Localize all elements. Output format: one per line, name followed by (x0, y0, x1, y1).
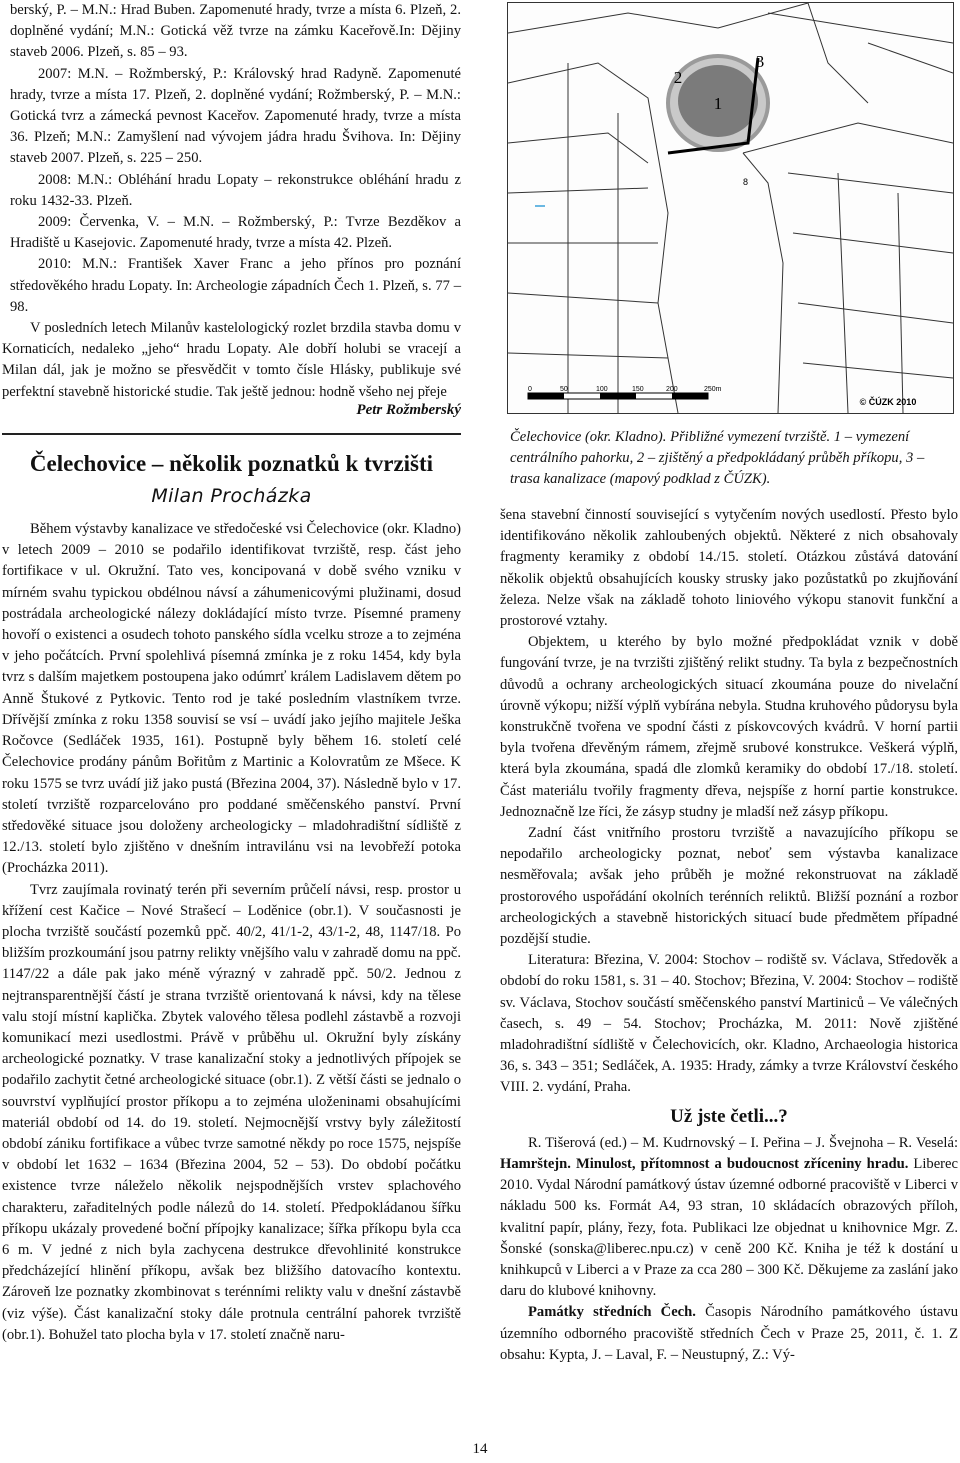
review2-body: Časopis Národního památkového ústavu územního odborného pracoviště středních Čech v Praze 25, 2011, č. 1. Z obsahu: Kypta, J. – Laval, F. – Neustupný, Z.: Vý- (500, 1304, 959, 1363)
scale-200: 200 (666, 386, 678, 393)
article-paragraph-2: Tvrz zaujímala rovinatý terén při severním průčelí návsi, resp. prostor u křížení cest Kačice – Nové Strašecí – Loděnice (obr.1). V současnosti je plocha tvrziště součástí pozemků ppč. 40/2, 41/1-2, 43/1-2, 48, 1147/18. Po bližším prozkoumání jsou patrny relikty vnějšího valu v zahradě domu na ppč. 1147/22 a dále pak jako méně výrazný v zahradě ppč. 50/2. Jednou z nejtransparentnější částí je strana tvrziště orientovaná k návsi, kdy na tělese valu stojí místní kaplička. Zbytek valového tělesa podlehl zástavbě a rozvoji komunikací mezi usedlostmi. Právě v průběhu ul. Okružní byly získány archeologické poznatky. V trase kanalizační stoky a jednotlivých přípojek se podařilo zachytit četné archeologické situace (obr.1). Z větší části se jednalo o souvrství vyplňující prostor příkopu a to zejména uloženinami obsahujícími materiál období od 14. do 19. století. Nejmocnější vrstvy byly záležitostí období zániku fortifikace a vůbec tvrze samotné někdy po roce 1575, nejspíše v období let 1632 – 1634 (Březina 2004, 52 – 53). Do období počátku existence tvrze náleželo několik nejspodnějších vrstev splachového charakteru, zařaditelných podle nálezů do 14. století. Předpokládanou šířku příkopu ukázaly provedené boční přípojky kanalizace; šířka příkopu byla cca 6 m. V jedné z nich byla zachycena destrukce dřevohlinité konstrukce předcházející hlinění příkopu, avšak bez bližšího datovacího kontextu. Zároveň lze poznatky zkombinovat s terénními relikty valu v dnešní zástavbě (viz výše). Část kanalizační stoky dále protnula centrální pahorek tvrziště (obr.1). Bohužel tato plocha byla v 17. století značně naru- (2, 881, 461, 1343)
page-number: 14 (472, 1441, 488, 1457)
review1-title: Hamrštejn. Minulost, přítomnost a budoucnost zříceniny hradu. (500, 1155, 909, 1172)
scale-100: 100 (596, 386, 608, 393)
section-title: Už jste četli...? (670, 1105, 788, 1127)
closing-paragraph: V posledních letech Milanův kastelologický rozlet brzdila stavba domu v Kornaticích, nedaleko „jeho“ hradu Lopaty. Ale dobří holubi se vracejí a Milan dál, jak je možno se přesvědčit v tomto čísle Hlásky, publikuje své perfektní stavebně historické studie. Tak ještě jednou: hodně všeho nej přeje (2, 320, 461, 400)
review1-authors: R. Tišerová (ed.) – M. Kudrnovský – I. Peřina – J. Švejnoha – R. Veselá: (528, 1134, 958, 1151)
right-paragraph-1: šena stavební činností související s vytyčením nových usedlostí. Přesto bylo identifikováno několik zahloubených objektů. Některé z nich obsahovaly fragmenty keramiky z období 14./15. století. Otázkou zůstává datování několik objektů obsahujících kousky strusky jako pozůstatků po zkujňování železa. Nelze však na základě tohoto liniového výkopu stanovit funkční a prostorové vztahy. (500, 507, 958, 630)
bib-entry-2008: 2008: M.N.: Obléhání hradu Lopaty – rekonstrukce obléhání hradu z roku 1432-33. Plzeň. (10, 171, 461, 209)
scale-50: 50 (560, 386, 568, 393)
review2-title: Památky středních Čech. (528, 1304, 696, 1321)
review1-body: Liberec 2010. Vydal Národní památkový ústav územné odborné pracoviště v Liberci v nákladu 500 ks. Formát A4, 93 stran, 10 skládacích obrazových příloh, kvalitní papír, plány, řezy, fota. Publikaci lze objednat u knihovnice Mgr. Z. Šonské (sonska@liberec.npu.cz) v ceně 200 Kč. Kniha je též k dostání u knihkupců v Liberci a v Praze za cca 280 – 300 Kč. Děkujeme za zaslání jako daru do klubové knihovny. (500, 1155, 958, 1300)
article-title: Čelechovice – několik poznatků k tvrzišti (29, 451, 434, 477)
review-hamrstejn (500, 1133, 958, 1303)
right-paragraph-2: Objektem, u kterého by bylo možné předpokládat vznik v době fungování tvrze, je na tvrzišti zjištěný relikt studny. Ta byla z bezpečnostních důvodů a ochrany archeologických situací zkoumána pouze do nivelační úrovně výkopu; nižší výplň vybírána nebyla. Studna kruhového půdorysu byla konstrukčně tvořena ve spodní části z pískovcových kvádrů. V horní partii byla tvořena dřevěným rámem, zřejmě srubové konstrukce. Veškerá výplň, která byla zkoumána, spadá dle zlomků keramiky do období 17./18. století. Část materiálu tvořily fragmenty dřeva, nejspíše z horní partie konstrukce. Jednoznačně lze říci, že zásyp studny je mladší než zásyp příkopu. (500, 634, 959, 820)
map-figure (507, 2, 954, 414)
map-label-8: 8 (743, 177, 749, 187)
map-label-2: 2 (673, 68, 683, 87)
left-column (2, 0, 461, 1346)
scale-250: 250m (704, 386, 722, 393)
map-label-1: 1 (713, 94, 723, 113)
literature-paragraph: Literatura: Březina, V. 2004: Stochov – rodiště sv. Václava, Středověk a období do roku 1581, s. 31 – 40. Stochov; Březina, V. 2004: Stochov – rodiště sv. Václava, Stochov součástí směčenského panství Martiniců – Ve válečných časech, s. 49 – 54. Stochov; Procházka, M. 2011: Nově zjištěné mladohradištní sídliště v Čelechovicích, okr. Kladno, Archaeologia historica 36, s. 343 – 351; Sedláček, A. 1935: Hrady, zámky a tvrze Království českého VIII. 2. vydání, Praha. (500, 952, 958, 1096)
bib-entry-2009: 2009: Červenka, V. – M.N. – Rožmberský, P.: Tvrze Bezděkov a Hradiště u Kasejovic. Zapomenuté hrady, tvrze a místa 42. Plzeň. (10, 214, 461, 252)
signature: Petr Rožmberský (356, 401, 461, 418)
article-author: Milan Procházka (151, 485, 312, 508)
bib-entry-cont: berský, P. – M.N.: Hrad Buben. Zapomenuté hrady, tvrze a místa 6. Plzeň, 2. doplněné vydání; M.N.: Gotická věž tvrze na zámku Kaceřově.In: Dějiny staveb 2006. Plzeň, s. 85 – 93. (10, 2, 461, 61)
scale-150: 150 (632, 386, 644, 393)
bib-entry-2010: 2010: M.N.: František Xaver Franc a jeho přínos pro poznání středověkého hradu Lopaty. In: Archeologie západních Čech 1. Plzeň, s. 77 – 98. (10, 256, 461, 315)
scale-0: 0 (528, 386, 532, 393)
bib-entry-2007: 2007: M.N. – Rožmberský, P.: Královský hrad Radyně. Zapomenuté hrady, tvrze a místa 17. Plzeň, 2. doplněné vydání; Rožmberský, P. – M.N.: Gotická tvrz a zámecká pevnost Kaceřov. Zapomenuté hrady, tvrze a místa 36. Plzeň; M.N.: Zamyšlení nad vývojem jádra hradu Švihova. In: Dějiny staveb 2007. Plzeň, s. 225 – 250. (10, 65, 461, 167)
map-label-3: 3 (755, 52, 765, 71)
figure-caption: Čelechovice (okr. Kladno). Přibližné vymezení tvrziště. 1 – vymezení centrálního pahorku, 2 – zjištěný a předpokládaný průběh příkopu, 3 – trasa kanalizace (mapový podklad z ČÚZK). (510, 429, 925, 488)
review-pamatky (500, 1302, 958, 1366)
map-copyright: © ČÚZK 2010 (859, 397, 917, 407)
cadastral-map (508, 3, 953, 413)
article-paragraph-1: Během výstavby kanalizace ve středočeské vsi Čelechovice (okr. Kladno) v letech 2009 – 2010 se podařilo identifikovat tvrziště, resp. část jeho fortifikace v ul. Okružní. Tato ves, koncipovaná v době svého vzniku v mírném svahu typickou obdélnou návsí a záhumenicovými plužinami, dosud postrádala archeologické nálezy dokládající místo tvrze. Písemné prameny hovoří o existenci a osudech tohoto panského sídla vcelku stroze a to zejména v jeho počátcích. První spolehlivá písemná zmínka je z roku 1454, kdy byla tvrz s dalším majetkem postoupena jako odúmrť králem Ladislavem dětem po Anně Štukové z Pytkovic. Tento rod je také posledním vlastníkem tvrze. Dřívější zmínka z roku 1358 souvisí se vsí – uvádí jako jejího majitele Ješka Ročovce (Sedláček 1935, 161). Postupně byly během 16. století celé Čelechovice prodány pánům Bořitům z Martinic a Kolovratům ze Mšece. K roku 1575 se tvrz uvádí již jako pustá (Březina 2004, 37). Následně bylo v 17. století tvrziště rozparcelováno pro poddané směčenského panství. První středověké situace jsou doloženy archeologicky – mladohradištní sídliště z 12./13. století bylo zjištěno v dnešním intravilánu vsi na levobřeží potoka (Procházka 2011). (2, 521, 461, 877)
right-paragraph-3: Zadní část vnitřního prostoru tvrziště a navazujícího příkopu se nepodařilo archeologicky poznat, neboť sem výstavba kanalizace nesměřovala; avšak jeho průběh je možné rekonstruovat na základě prostorového uspořádání okolních terénních reliktů. Bližší poznání a rozbor archeologických a stavebně historických situací bude předmětem případné pozdější studie. (500, 825, 958, 948)
right-column (500, 505, 958, 1366)
article-divider (2, 433, 461, 435)
